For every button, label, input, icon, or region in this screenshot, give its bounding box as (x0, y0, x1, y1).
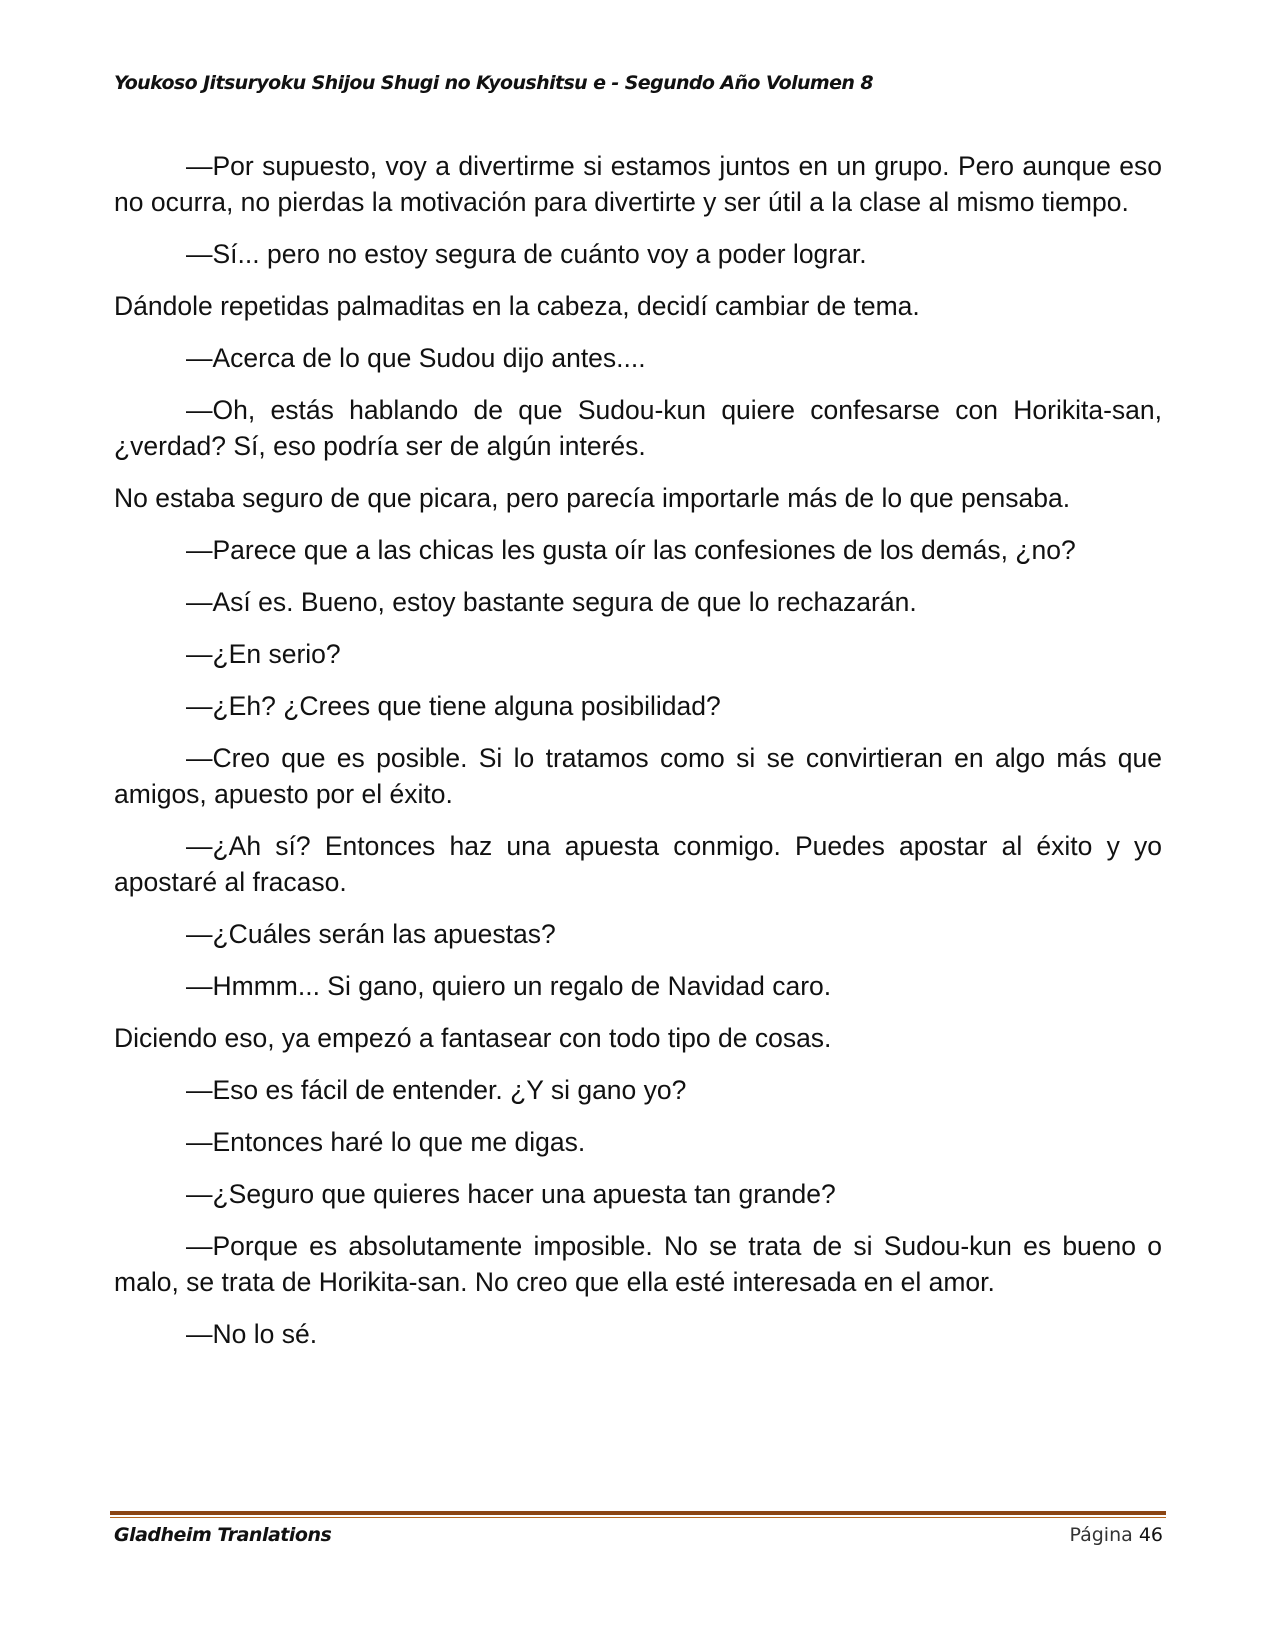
paragraph: —Porque es absolutamente imposible. No se trata de si Sudou-kun es bueno o malo, se trata de Horikita-san. No creo que ella esté interesada en el amor. (114, 1231, 1162, 1297)
paragraph: —Creo que es posible. Si lo tratamos como si se convirtieran en algo más que amigos, apuesto por el éxito. (114, 743, 1162, 809)
paragraph: —¿Seguro que quieres hacer una apuesta tan grande? (186, 1179, 836, 1209)
paragraph: Diciendo eso, ya empezó a fantasear con todo tipo de cosas. (114, 1023, 832, 1053)
footer-page-indicator (1069, 1524, 1163, 1546)
paragraph: —¿En serio? (186, 639, 341, 669)
paragraph: Dándole repetidas palmaditas en la cabeza, decidí cambiar de tema. (114, 291, 920, 321)
paragraph: —Así es. Bueno, estoy bastante segura de que lo rechazarán. (186, 587, 917, 617)
paragraph: —Sí... pero no estoy segura de cuánto voy a poder lograr. (186, 239, 867, 269)
paragraph: —¿Cuáles serán las apuestas? (186, 919, 556, 949)
footer-translator: Gladheim Tranlations (114, 1524, 332, 1546)
paragraph: —¿Ah sí? Entonces haz una apuesta conmigo. Puedes apostar al éxito y yo apostaré al fracaso. (114, 831, 1162, 897)
paragraph: —Parece que a las chicas les gusta oír las confesiones de los demás, ¿no? (186, 535, 1076, 565)
footer-divider-thin (110, 1517, 1166, 1518)
page-number: 46 (1138, 1524, 1163, 1546)
paragraph: —Oh, estás hablando de que Sudou-kun quiere confesarse con Horikita-san, ¿verdad? Sí, eso podría ser de algún interés. (114, 395, 1162, 461)
paragraph: —Hmmm... Si gano, quiero un regalo de Navidad caro. (186, 971, 832, 1001)
page-label: Página (1069, 1524, 1133, 1546)
page-header-title: Youkoso Jitsuryoku Shijou Shugi no Kyoushitsu e - Segundo Año Volumen 8 (114, 72, 873, 94)
paragraph: —Eso es fácil de entender. ¿Y si gano yo? (186, 1075, 687, 1105)
body-text (114, 148, 1162, 1368)
paragraph: —Entonces haré lo que me digas. (186, 1127, 586, 1157)
paragraph: —Acerca de lo que Sudou dijo antes.... (186, 343, 646, 373)
paragraph: —¿Eh? ¿Crees que tiene alguna posibilidad? (186, 691, 721, 721)
paragraph: No estaba seguro de que picara, pero parecía importarle más de lo que pensaba. (114, 483, 1071, 513)
footer-divider (110, 1511, 1166, 1515)
paragraph: —No lo sé. (186, 1319, 318, 1349)
paragraph: —Por supuesto, voy a divertirme si estamos juntos en un grupo. Pero aunque eso no ocurra, no pierdas la motivación para divertirte y ser útil a la clase al mismo tiempo. (114, 151, 1162, 217)
